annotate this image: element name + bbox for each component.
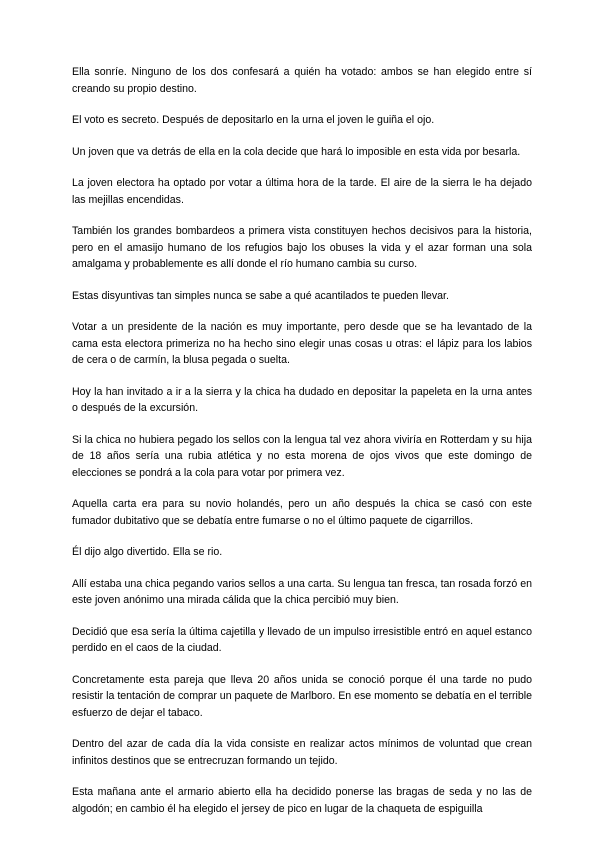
paragraph-4: La joven electora ha optado por votar a última hora de la tarde. El aire de la sierra le ha dejado las mejillas encendidas.: [72, 177, 532, 206]
paragraph-9: Si la chica no hubiera pegado los sellos con la lengua tal vez ahora viviría en Rotterdam y su hija de 18 años sería una rubia atlética y no esta morena de ojos vivos que este domingo de elecciones se pondrá a la cola para votar por primera vez.: [72, 433, 532, 479]
paragraph-16: Esta mañana ante el armario abierto ella ha decidido ponerse las bragas de seda y no las de algodón; en cambio él ha elegido el jersey de pico en lugar de la chaqueta de espiguilla: [72, 786, 532, 815]
paragraph-5: También los grandes bombardeos a primera vista constituyen hechos decisivos para la historia, pero en el amasijo humano de los refugios bajo los obuses la vida y el azar forman una sola amalgama y probablemente es allí donde el río humano cambia su curso.: [72, 225, 532, 270]
paragraph-12: Allí estaba una chica pegando varios sellos a una carta. Su lengua tan fresca, tan rosada forzó en este joven anónimo una mirada cálida que la chica percibió muy bien.: [72, 577, 532, 606]
paragraph-3: Un joven que va detrás de ella en la cola decide que hará lo imposible en esta vida por besarla.: [72, 145, 521, 158]
paragraph-10: Aquella carta era para su novio holandés, pero un año después la chica se casó con este fumador dubitativo que se debatía entre fumarse o no el último paquete de cigarrillos.: [72, 498, 532, 527]
paragraph-2: El voto es secreto. Después de depositarlo en la urna el joven le guiña el ojo.: [72, 114, 435, 126]
paragraph-7: Votar a un presidente de la nación es muy importante, pero desde que se ha levantado de la cama esta electora primeriza no ha hecho sino elegir unas cosas u otras: el lápiz para los labios de cera o de carmín, la blusa pegada o suelta.: [72, 321, 532, 366]
paragraph-14: Concretamente esta pareja que lleva 20 años unida se conoció porque él una tarde no pudo resistir la tentación de comprar un paquete de Marlboro. En ese momento se debatía en el terrible esfuerzo de dejar el tabaco.: [72, 673, 532, 719]
paragraph-15: Dentro del azar de cada día la vida consiste en realizar actos mínimos de voluntad que crean infinitos destinos que se entrecruzan formando un tejido.: [72, 738, 532, 767]
paragraph-6: Estas disyuntivas tan simples nunca se sabe a qué acantilados te pueden llevar.: [72, 289, 449, 302]
document-body: [72, 64, 532, 832]
paragraph-11: Él dijo algo divertido. Ella se rio.: [72, 546, 223, 558]
paragraph-1: Ella sonríe. Ninguno de los dos confesará a quién ha votado: ambos se han elegido entre sí creando su propio destino.: [72, 66, 532, 95]
paragraph-8: Hoy la han invitado a ir a la sierra y la chica ha dudado en depositar la papeleta en la urna antes o después de la excursión.: [72, 385, 532, 414]
paragraph-13: Decidió que esa sería la última cajetilla y llevado de un impulso irresistible entró en aquel estanco perdido en el caos de la ciudad.: [72, 625, 532, 654]
